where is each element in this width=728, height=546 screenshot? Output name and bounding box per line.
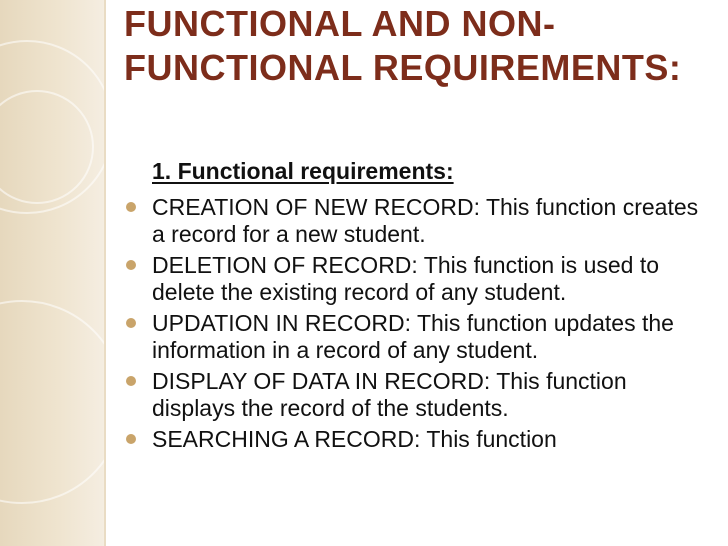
list-item-text: SEARCHING A RECORD: This function bbox=[152, 426, 557, 452]
list-item-text: DISPLAY OF DATA IN RECORD: This function displays the record of the students. bbox=[152, 368, 627, 421]
band-divider bbox=[104, 0, 106, 546]
slide-title: FUNCTIONAL AND NON-FUNCTIONAL REQUIREMENTS: bbox=[124, 3, 682, 88]
decorative-ring bbox=[0, 300, 106, 504]
bullet-dot-icon bbox=[126, 434, 136, 444]
bullet-dot-icon bbox=[126, 260, 136, 270]
bullet-dot-icon bbox=[126, 202, 136, 212]
bullet-dot-icon bbox=[126, 318, 136, 328]
list-item-text: DELETION OF RECORD: This function is used to delete the existing record of any student. bbox=[152, 252, 660, 305]
requirements-list bbox=[126, 194, 716, 457]
list-item bbox=[126, 368, 716, 422]
bullet-dot-icon bbox=[126, 376, 136, 386]
list-item bbox=[126, 310, 716, 364]
list-item bbox=[126, 426, 716, 453]
list-item-text: CREATION OF NEW RECORD: This function creates a record for a new student. bbox=[152, 194, 699, 247]
list-item bbox=[126, 252, 716, 306]
section-subheading: 1. Functional requirements: bbox=[152, 158, 454, 184]
list-item bbox=[126, 194, 716, 248]
list-item-text: UPDATION IN RECORD: This function updates the information in a record of any student. bbox=[152, 310, 674, 363]
decorative-side-band bbox=[0, 0, 106, 546]
